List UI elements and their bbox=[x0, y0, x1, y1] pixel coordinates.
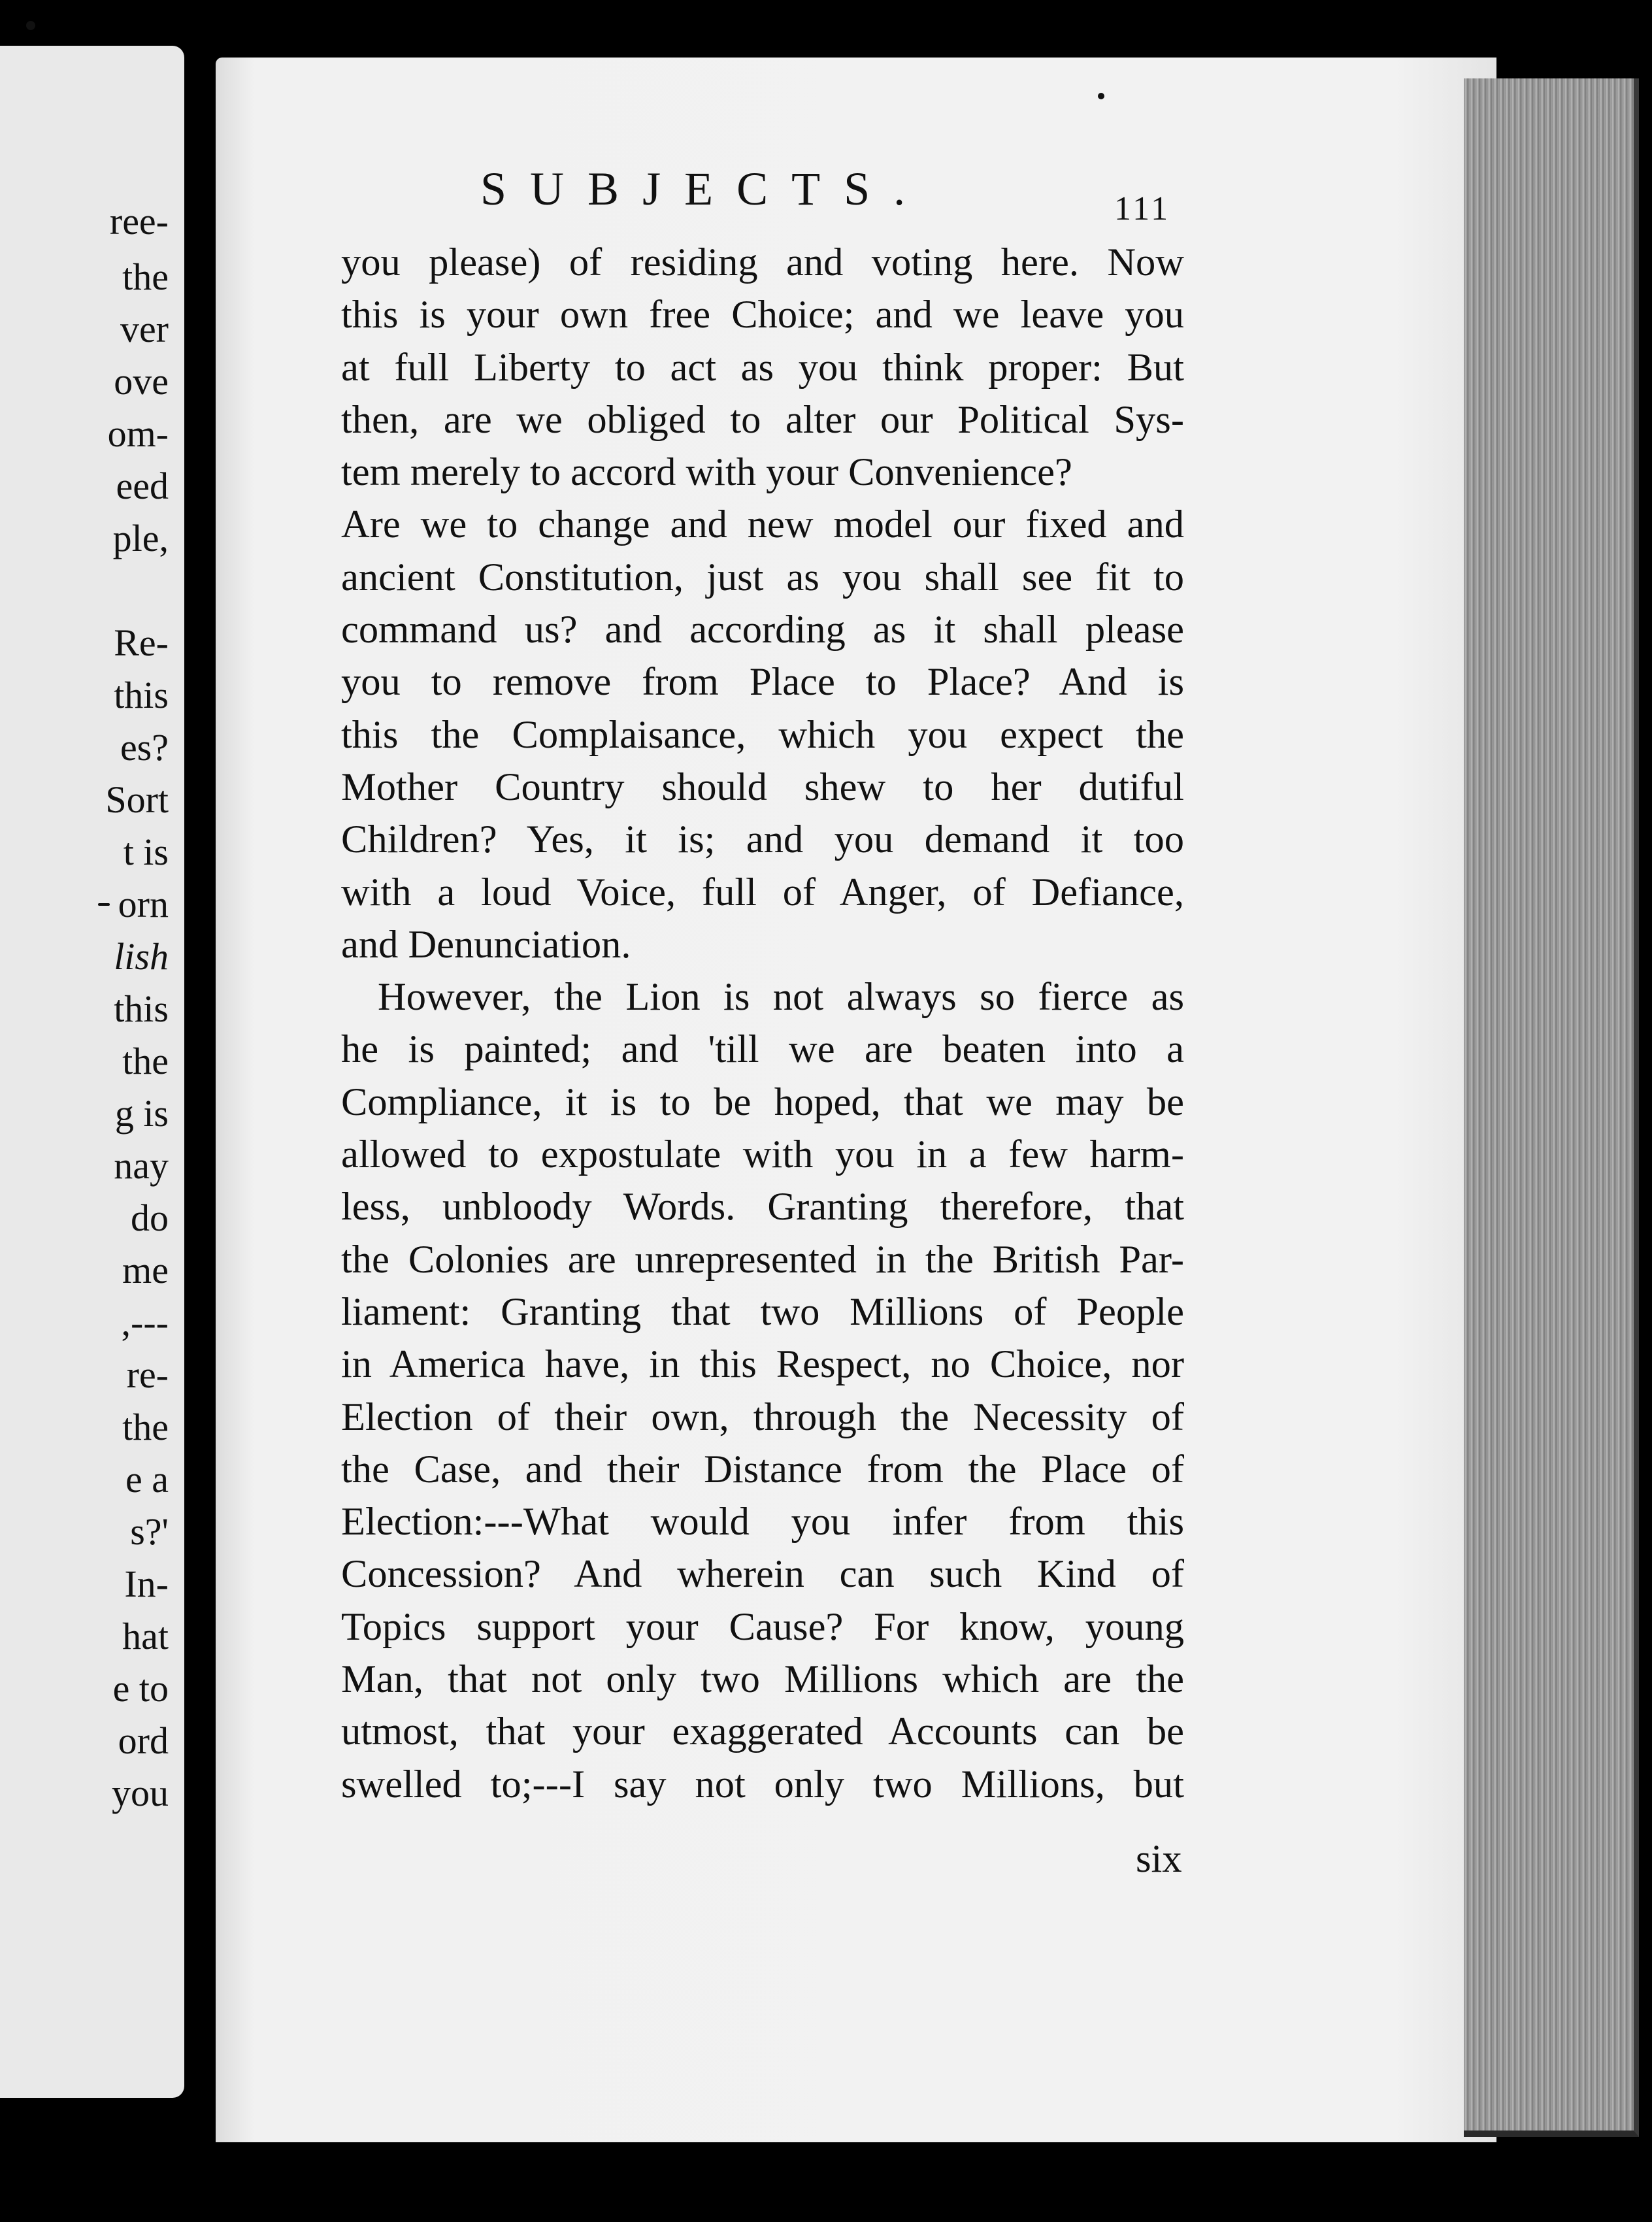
body-line: liament: Granting that two Millions of People bbox=[341, 1289, 1184, 1334]
left-page-line-fragment: the bbox=[122, 256, 169, 298]
left-page-line-fragment: me bbox=[122, 1249, 169, 1291]
left-page-line-fragment: t is bbox=[123, 831, 169, 873]
left-page-line-fragment: the bbox=[122, 1406, 169, 1448]
left-page-line-fragment: om- bbox=[107, 412, 169, 455]
left-page-line-fragment: this bbox=[114, 674, 169, 716]
left-page-line-fragment: the bbox=[122, 1040, 169, 1082]
body-line: you please) of residing and voting here. Now bbox=[341, 240, 1184, 284]
body-line: Mother Country should shew to her dutiful bbox=[341, 765, 1184, 809]
body-line: less, unbloody Words. Granting therefore, that bbox=[341, 1185, 1184, 1229]
body-line: and Denunciation. bbox=[341, 922, 631, 967]
left-page-line-fragment: ,--- bbox=[121, 1301, 169, 1344]
running-head: SUBJECTS. bbox=[480, 163, 929, 215]
left-page-line-fragment: Re- bbox=[114, 622, 169, 664]
body-line: command us? and according as it shall please bbox=[341, 608, 1184, 652]
fore-edge bbox=[1464, 78, 1639, 2137]
page-number: 111 bbox=[1114, 190, 1171, 227]
left-page-line-fragment: eed bbox=[116, 465, 169, 507]
body-line: he is painted; and 'till we are beaten into a bbox=[341, 1027, 1184, 1072]
catchword: six bbox=[1136, 1837, 1182, 1881]
left-page-line-fragment: g is bbox=[114, 1092, 169, 1135]
left-page-line-fragment: ord bbox=[118, 1719, 169, 1762]
body-line: Election of their own, through the Necessity of bbox=[341, 1395, 1184, 1439]
left-page-line-fragment: this bbox=[114, 987, 169, 1030]
left-page-line-fragment: s?' bbox=[130, 1510, 169, 1553]
left-page-line-fragment: In- bbox=[124, 1563, 169, 1605]
body-line: then, are we obliged to alter our Political Sys- bbox=[341, 397, 1184, 442]
body-line: Election:---What would you infer from this bbox=[341, 1500, 1184, 1544]
ink-speck bbox=[98, 903, 110, 906]
body-line: utmost, that your exaggerated Accounts can be bbox=[341, 1710, 1184, 1754]
body-line: Man, that not only two Millions which are the bbox=[341, 1657, 1184, 1702]
body-line: with a loud Voice, full of Anger, of Defiance, bbox=[341, 870, 1184, 914]
left-page-line-fragment: hat bbox=[122, 1615, 169, 1657]
ink-speck bbox=[1098, 93, 1104, 99]
left-page-line-fragment: orn bbox=[118, 883, 169, 925]
body-line: allowed to expostulate with you in a few harm- bbox=[341, 1133, 1184, 1177]
body-line: tem merely to accord with your Convenience? bbox=[341, 450, 1072, 495]
left-page-line-fragment: do bbox=[131, 1197, 169, 1239]
left-page-line-fragment: nay bbox=[114, 1144, 169, 1187]
left-page-line-fragment: ple, bbox=[112, 517, 169, 559]
body-line: this the Complaisance, which you expect the bbox=[341, 712, 1184, 757]
body-line: at full Liberty to act as you think proper: But bbox=[341, 345, 1184, 390]
left-page-line-fragment: e a bbox=[125, 1458, 169, 1501]
left-page-line-fragment: ove bbox=[114, 360, 169, 403]
left-page-line-fragment: ver bbox=[120, 308, 169, 350]
left-page-line-fragment: Sort bbox=[105, 778, 169, 821]
ink-speck bbox=[26, 21, 35, 30]
left-page bbox=[0, 46, 184, 2098]
body-line: you to remove from Place to Place? And is bbox=[341, 660, 1184, 705]
left-page-line-fragment: es? bbox=[120, 726, 169, 769]
body-line: However, the Lion is not always so fierce as bbox=[378, 975, 1184, 1020]
body-line: the Case, and their Distance from the Place of bbox=[341, 1447, 1184, 1491]
page-body bbox=[341, 237, 1184, 1811]
body-line: this is your own free Choice; and we leave you bbox=[341, 293, 1184, 337]
left-page-line-fragment: you bbox=[112, 1772, 169, 1814]
left-page-line-fragment: lish bbox=[114, 935, 169, 978]
body-line: Compliance, it is to be hoped, that we may be bbox=[341, 1080, 1184, 1124]
body-line: in America have, in this Respect, no Choice, nor bbox=[341, 1342, 1184, 1387]
body-line: Concession? And wherein can such Kind of bbox=[341, 1552, 1184, 1597]
left-page-line-fragment: e to bbox=[112, 1667, 169, 1710]
body-line: ancient Constitution, just as you shall see fit to bbox=[341, 555, 1184, 599]
left-page-line-fragment: re- bbox=[126, 1353, 169, 1396]
body-line: Children? Yes, it is; and you demand it too bbox=[341, 818, 1184, 862]
left-page-line-fragment: ree- bbox=[109, 200, 169, 242]
body-line: Are we to change and new model our fixed and bbox=[341, 503, 1184, 547]
body-line: swelled to;---I say not only two Millions, but bbox=[341, 1762, 1184, 1806]
body-line: the Colonies are unrepresented in the British Par- bbox=[341, 1237, 1184, 1282]
body-line: Topics support your Cause? For know, young bbox=[341, 1604, 1184, 1649]
